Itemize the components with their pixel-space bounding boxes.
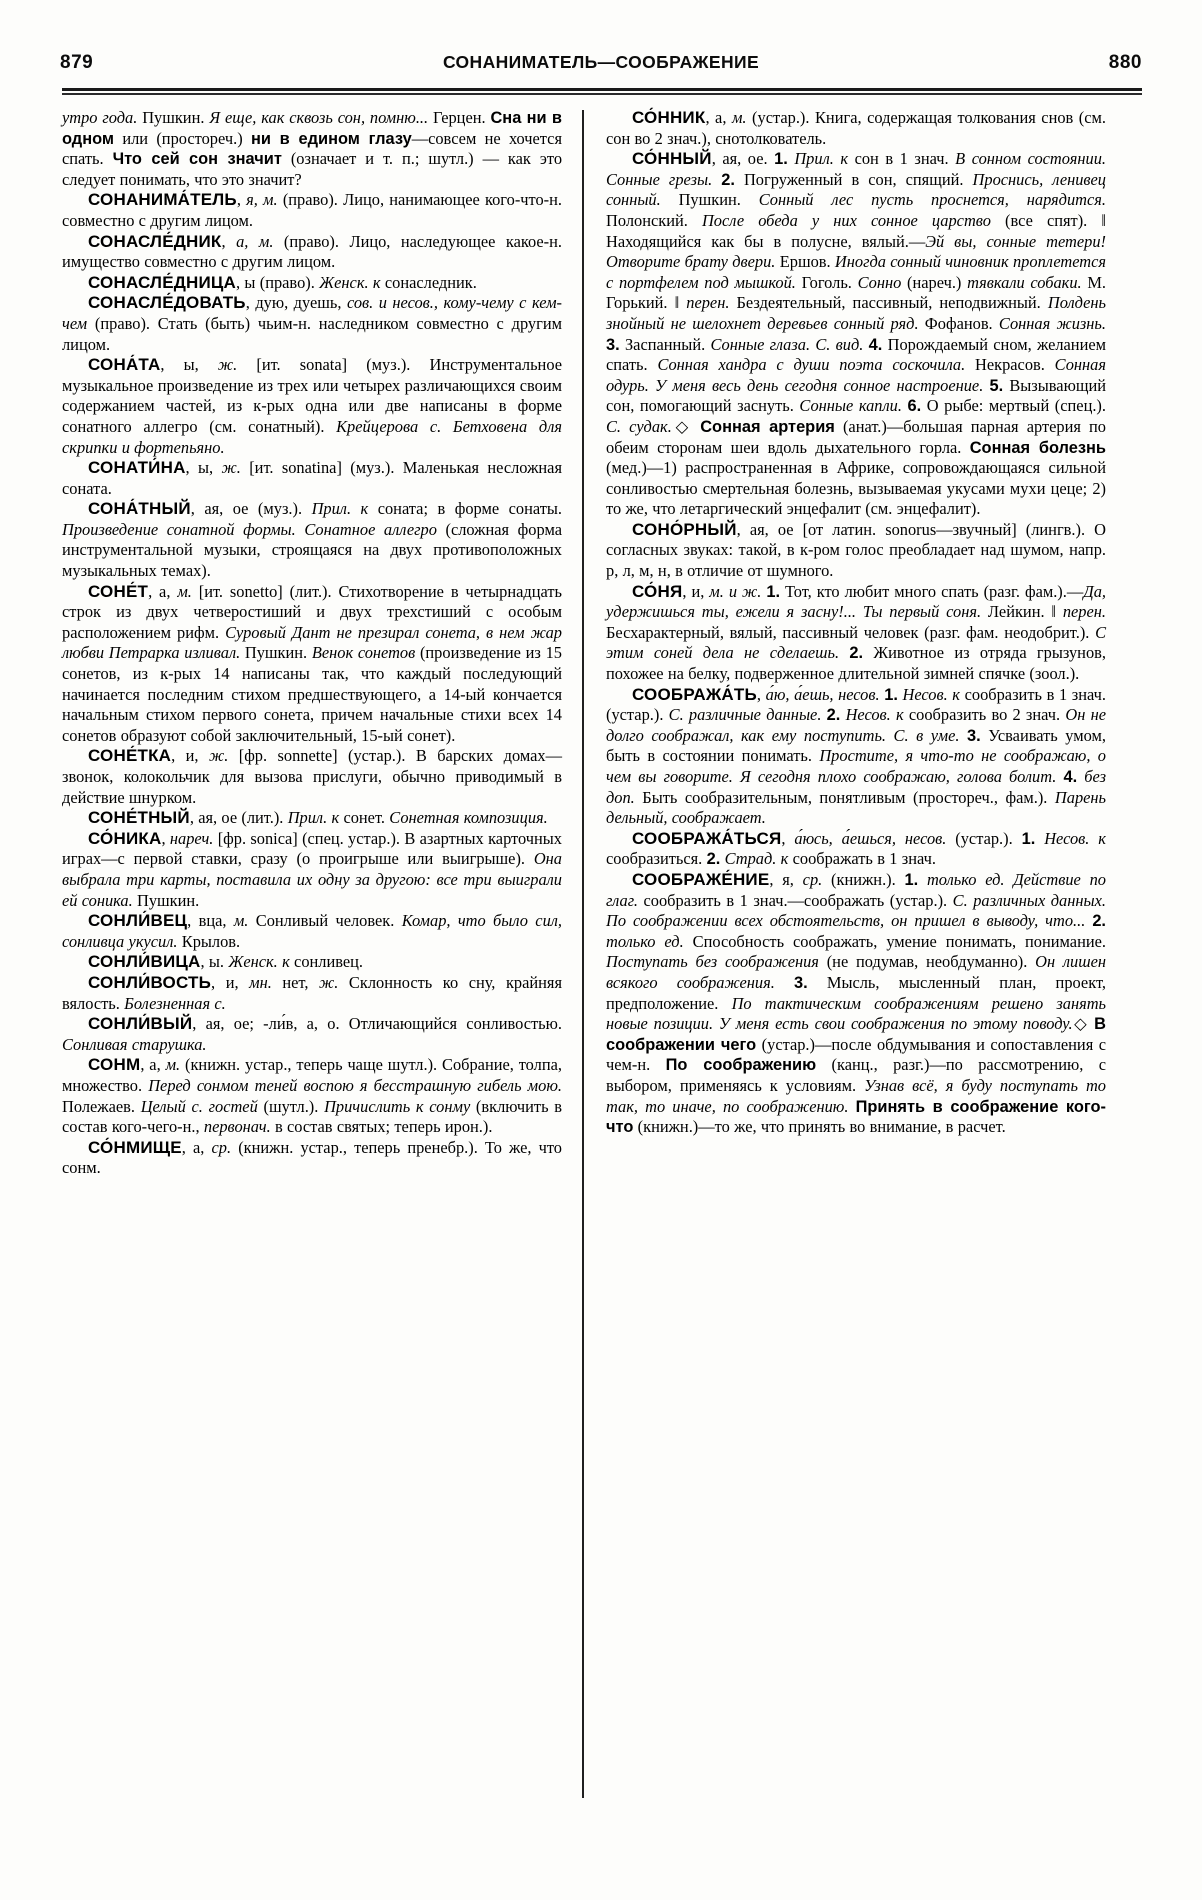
entry-segment: или (простореч.): [114, 128, 251, 148]
entry-segment: Способность соображать, умение понимать, понимание.: [683, 931, 1106, 951]
entry-segment: [1035, 829, 1044, 848]
entry-segment: мн.: [249, 972, 272, 992]
dictionary-entry: [606, 870, 1106, 1138]
entry-segment: Ершов.: [775, 252, 835, 272]
entry-headword: СО́НИКА: [88, 828, 162, 848]
entry-segment: , ая, ое (муз.).: [190, 499, 312, 519]
entry-segment: ,: [756, 684, 766, 704]
entry-segment: 2.: [826, 706, 841, 725]
entry-segment: 1.: [884, 685, 898, 704]
entry-segment: , ы,: [185, 458, 222, 478]
dictionary-entry: [62, 746, 562, 808]
entry-segment: (анат.)—большая парная артерия по обеим сторонам шеи вдоль дыхательного горла.: [606, 416, 1106, 457]
entry-segment: Быть сообразительным, понятливым (простореч., фам.).: [634, 787, 1055, 807]
entry-segment: м.: [233, 911, 249, 931]
entry-segment: , ы (право).: [236, 272, 320, 292]
entry-segment: 5.: [989, 376, 1004, 395]
entry-segment: Он не долго соображал, как ему поступить. С. в уме.: [606, 705, 1106, 745]
dictionary-entry: [606, 520, 1106, 582]
entry-segment: Сонная одурь. У меня весь день сегодня сонное настроение.: [606, 355, 1106, 395]
entry-segment: Сонливый человек.: [248, 911, 402, 931]
entry-headword: СОНЕ́Т: [88, 581, 149, 601]
entry-segment: Я еще, как сквозь сон, помню...: [209, 108, 429, 127]
entry-headword: СООБРАЖА́ТЬСЯ: [632, 828, 782, 848]
entry-segment: (означает и т. п.; шутл.) — как это следует понимать, что это значит?: [62, 149, 563, 189]
entry-segment: (книжн. устар., теперь пренебр.). То же, что сонм.: [62, 1137, 562, 1178]
entry-segment: , я,: [769, 869, 803, 889]
entry-segment: ,: [781, 828, 795, 848]
running-head: [60, 52, 1142, 80]
entry-segment: Полдень знойный не шелохнет деревьев сонный ряд.: [606, 293, 1106, 333]
dictionary-entry: [62, 355, 562, 458]
entry-segment: ж.: [217, 355, 238, 375]
entry-segment: 2.: [706, 850, 721, 869]
entry-segment: , а,: [140, 1055, 166, 1075]
entry-segment: Лейкин. ‖: [981, 602, 1063, 622]
entry-segment: сообразиться.: [606, 849, 707, 869]
entry-segment: Склонность ко сну, крайняя вялость.: [62, 972, 562, 1013]
entry-segment: м.: [731, 108, 747, 127]
entry-segment: Животное из отряда грызунов, похожее на белку, подверженное длительной зимней спячке (зоол.).: [606, 643, 1106, 684]
entry-segment: соображать в 1 знач.: [788, 849, 936, 869]
entry-segment: сонливец.: [289, 952, 364, 972]
entry-segment: [848, 1097, 855, 1116]
entry-segment: (книжн.).: [822, 869, 905, 889]
entry-segment: , ая, ое [от латин. sonorus—звучный] (лингв.). О согласных звуках: такой, в к-ром голос преобладает над шумом, напр. р, л, м, н, в отличие от шумного.: [606, 519, 1106, 581]
entry-segment: Герцен.: [428, 108, 491, 127]
entry-segment: сообразить в 1 знач. (устар.).: [606, 684, 1106, 725]
entry-segment: [фр. sonnette] (устар.). В барских домах—звонок, колокольчик для вызова прислуги, обычно приводимый в действие шнурком.: [62, 746, 562, 807]
entry-segment: Что сей сон значит: [112, 150, 282, 169]
entry-headword: СОНАСЛЕ́ДНИК: [88, 231, 222, 251]
entry-segment: (право). Стать (быть) чьим-н. наследником совместно с другим лицом.: [62, 313, 562, 354]
entry-segment: нареч.: [169, 828, 214, 848]
entry-segment: В соображении чего: [606, 1015, 1106, 1054]
entry-segment: 1.: [904, 870, 919, 889]
entry-segment: [712, 170, 721, 189]
entry-segment: (нареч.): [901, 272, 968, 292]
dictionary-entry: [62, 808, 562, 829]
entry-segment: а, м.: [236, 231, 274, 251]
entry-segment: Крылов.: [177, 931, 241, 951]
dictionary-entry: [62, 499, 562, 581]
running-head-title: СОНАНИМАТЕЛЬ—СООБРАЖЕНИЕ: [442, 52, 760, 72]
entry-segment: ср.: [211, 1137, 232, 1157]
entry-segment: Женск. к: [319, 272, 381, 292]
entry-segment: (включить в состав кого-чего-н.,: [62, 1096, 562, 1137]
entry-segment: в состав святых; теперь ирон.).: [270, 1117, 493, 1137]
entry-segment: ни в едином глазу: [250, 129, 412, 148]
entry-segment: , ы.: [200, 952, 229, 972]
entry-segment: Комар, что было сил, сонливца укусил.: [62, 911, 563, 951]
entry-segment: (устар.)—после обдумывания и сопоставления с чем-н.: [606, 1034, 1106, 1075]
entry-segment: ◇: [1072, 1014, 1095, 1034]
dictionary-entry: [62, 190, 562, 231]
entry-headword: СОНЕ́ТКА: [88, 746, 172, 766]
entry-segment: а́юсь, а́ешься, несов.: [794, 828, 947, 848]
entry-segment: Она выбрала три карты, поставила их одну за другою: все три выиграли ей соника.: [62, 849, 562, 910]
entry-segment: , ая, ое; -ли́в, а, о. Отличающийся сонливостью.: [192, 1014, 562, 1034]
entry-segment: Женск. к: [228, 952, 290, 972]
entry-segment: —совсем не хочется спать.: [62, 128, 562, 169]
dictionary-entry: [62, 952, 562, 973]
entry-segment: Усваивать умом, быть в состоянии понимать.: [606, 725, 1106, 766]
entry-segment: Сонные капли.: [799, 396, 902, 416]
entry-segment: Сонная артерия: [700, 417, 835, 436]
entry-segment: Пушкин.: [132, 890, 200, 910]
entry-headword: СОНАНИМА́ТЕЛЬ: [88, 190, 237, 210]
dictionary-entry: [62, 973, 562, 1014]
entry-segment: С. различных данных. По соображении всех обстоятельств, он пришел в выводу, что...: [606, 890, 1106, 931]
entry-segment: Фофанов.: [918, 313, 999, 333]
entry-segment: (произведение из 15 сонетов, из к-рых 14 написаны так, что каждый последующий начинается последним стихом предшествующего, а 14-ый кончается начальным стихом первого сонета, причем начальные стихи всех 14 сонетов образуют собой заключительный, 15-ый сонет).: [62, 643, 562, 745]
entry-segment: (устар.). Книга, содержащая толкования снов (см. сон во 2 знач.), снотолкователь.: [606, 108, 1106, 148]
entry-segment: Несов. к: [1044, 828, 1106, 848]
entry-segment: я, м.: [246, 190, 278, 210]
entry-segment: , ы,: [160, 355, 218, 375]
entry-segment: , а,: [181, 1137, 212, 1157]
entry-headword: СОНМ: [88, 1055, 141, 1075]
entry-segment: Простите, я что-то не соображаю, о чем вы говорите. Я сегодня плохо соображаю, голова болит.: [606, 746, 1106, 786]
entry-segment: , и,: [682, 581, 710, 601]
entry-segment: Парень дельный, соображает.: [606, 787, 1106, 828]
entry-segment: ,: [236, 190, 247, 210]
entry-headword: СО́НЯ: [632, 581, 683, 601]
entry-segment: Крейцерова с. Бетховена для скрипки и фортепьяно.: [62, 416, 562, 457]
entry-headword: СОНО́РНЫЙ: [632, 519, 737, 539]
entry-segment: (книжн.)—то же, что принять во внимание, в расчет.: [633, 1117, 1006, 1137]
entry-segment: (книжн. устар., теперь чаще шутл.). Собрание, толпа, множество.: [62, 1055, 562, 1095]
entry-segment: Сонный лес пусть проснется, нарядится.: [758, 190, 1106, 210]
entry-segment: (сложная форма инструментальной музыки, строящаяся на двух противоположных музыкальных темах).: [62, 519, 562, 581]
dictionary-entry: [606, 685, 1106, 829]
entry-segment: Заспанный.: [619, 334, 711, 354]
entry-segment: ср.: [802, 869, 823, 889]
entry-headword: СОНЛИ́ВЫЙ: [88, 1014, 193, 1034]
entry-segment: О рыбе: мертвый (спец.).: [921, 396, 1106, 416]
entry-segment: 3.: [967, 726, 981, 745]
entry-segment: 6.: [907, 397, 922, 416]
entry-segment: Гоголь.: [795, 272, 858, 292]
entry-headword: СО́ННЫЙ: [632, 149, 712, 169]
entry-segment: Сонливая старушка.: [62, 1034, 207, 1054]
entry-headword: СО́ННИК: [632, 108, 706, 127]
entry-segment: , и,: [211, 972, 250, 992]
entry-headword: СОНЛИ́ВОСТЬ: [88, 972, 212, 992]
entry-segment: без доп.: [606, 767, 1106, 807]
entry-segment: [ит. sonetto] (лит.). Стихотворение в четырнадцать строк из двух четверостиший и двух трехстиший с особым расположением рифм.: [62, 581, 562, 642]
entry-segment: а́ю, а́ешь, несов.: [765, 684, 880, 704]
entry-headword: СОНА́ТНЫЙ: [88, 499, 191, 519]
entry-segment: По соображению: [665, 1056, 817, 1075]
column-container: [62, 108, 1142, 1848]
dictionary-entry: [62, 1055, 562, 1137]
entry-segment: Сонная хандра с души поэта соскочила.: [657, 355, 966, 375]
entry-segment: Сна ни в одном: [62, 109, 562, 148]
entry-segment: После обеда у них сонное царство: [701, 210, 991, 230]
entry-segment: (право). Лицо, наследующее какое-н. имущество совместно с другим лицом.: [62, 231, 562, 272]
entry-segment: [839, 643, 849, 662]
dictionary-entry: [62, 911, 562, 952]
entry-headword: СОНЛИ́ВИЦА: [88, 952, 201, 972]
entry-segment: , ая, ое (лит.).: [189, 808, 288, 828]
page-number-right: 880: [1108, 52, 1142, 73]
entry-segment: , ая, ое.: [711, 149, 775, 169]
entry-segment: Некрасов.: [965, 355, 1055, 375]
entry-segment: , дую, дуешь,: [245, 293, 347, 313]
header-rule-secondary: [62, 93, 1142, 95]
entry-headword: СОНАСЛЕ́ДОВАТЬ: [88, 293, 246, 313]
entry-segment: Болезненная с.: [124, 993, 226, 1013]
entry-segment: Сонно: [857, 272, 902, 292]
entry-segment: 3.: [606, 335, 620, 354]
entry-segment: Принять в соображение кого-что: [606, 1097, 1106, 1137]
entry-segment: перен.: [686, 293, 730, 313]
entry-segment: Прил. к: [287, 808, 340, 828]
dictionary-entry: [62, 458, 562, 499]
entry-segment: 1.: [766, 582, 780, 601]
entry-segment: 4.: [1063, 768, 1078, 786]
entry-segment: утро года.: [62, 108, 138, 127]
entry-segment: сонаследник.: [380, 272, 477, 292]
entry-segment: Несов. к: [845, 705, 904, 725]
dictionary-entry: [606, 829, 1106, 870]
entry-segment: ж.: [319, 972, 339, 992]
left-column: [62, 108, 582, 1848]
entry-segment: , а,: [705, 108, 732, 127]
entry-segment: 1.: [774, 150, 788, 169]
dictionary-entry: [606, 149, 1106, 520]
entry-segment: тявкали собаки.: [967, 272, 1082, 292]
entry-segment: 3.: [794, 973, 808, 992]
dictionary-entry: [62, 829, 562, 911]
entry-segment: 1.: [1021, 829, 1036, 848]
entry-segment: [ит. sonata] (муз.). Инструментальное музыкальное произведение из трех или четырех различающихся своим содержанием частей, из к-рых одна или две написаны в форме сонатного аллегро (см. сонатный).: [62, 355, 562, 436]
entry-segment: только ед.: [606, 931, 684, 951]
entry-segment: первонач.: [203, 1117, 271, 1137]
entry-segment: (все спят). ‖ Находящийся как бы в полусне, вялый.—: [606, 210, 1106, 251]
entry-segment: Полежаев.: [62, 1096, 141, 1116]
entry-segment: Мысль, мысленный план, проект, предположение.: [606, 972, 1106, 1013]
entry-segment: Тот, кто любит много спать (разг. фам.).—: [780, 581, 1084, 601]
entry-segment: 4.: [868, 335, 883, 354]
entry-segment: В сонном состоянии. Сонные грезы.: [606, 149, 1106, 189]
entry-segment: М. Горький. ‖: [606, 272, 1106, 313]
entry-segment: (канц., разг.)—по рассмотрению, с выбором, применяясь к условиям.: [606, 1055, 1106, 1095]
entry-headword: СООБРАЖЕ́НИЕ: [632, 869, 770, 889]
entry-segment: Целый с. гостей: [140, 1096, 258, 1116]
entry-segment: Бесхарактерный, вялый, пассивный человек (разг. фам. неодобрит.).: [606, 622, 1096, 642]
entry-segment: По тактическим соображениям решено занять новые позиции. У меня есть свои соображения по этому поводу.: [606, 993, 1106, 1034]
dictionary-entry: [606, 582, 1106, 685]
entry-segment: м.: [177, 581, 192, 601]
dictionary-entry: [62, 1014, 562, 1055]
entry-segment: 2.: [721, 170, 735, 189]
entry-segment: Пушкин.: [240, 643, 312, 663]
entry-segment: Венок сонетов: [311, 643, 416, 663]
entry-segment: сов. и несов., кому-чему с кем-чем: [62, 293, 562, 333]
entry-segment: Сонетная композиция.: [389, 808, 548, 828]
entry-segment: Произведение сонатной формы. Сонатное аллегро: [62, 519, 437, 539]
entry-segment: ,: [161, 828, 170, 848]
entry-segment: Пушкин.: [660, 190, 759, 210]
entry-headword: СООБРАЖА́ТЬ: [632, 684, 757, 704]
entry-segment: [959, 726, 967, 745]
entry-segment: (право). Лицо, нанимающее кого-что-н. совместно с другим лицом.: [62, 190, 562, 230]
entry-headword: СО́НМИЩЕ: [88, 1137, 182, 1157]
entry-segment: Вызывающий сон, помогающий заснуть.: [606, 375, 1106, 416]
entry-segment: (устар.).: [946, 828, 1022, 848]
entry-segment: Сонная болезнь: [969, 438, 1106, 457]
entry-segment: Да, удержишься ты, ежели я засну!... Ты первый соня.: [606, 581, 1106, 622]
entry-segment: Перед сонмом теней воспою я бесстрашную гибель мою.: [148, 1075, 562, 1095]
entry-segment: [918, 870, 927, 889]
entry-segment: ж.: [208, 746, 229, 766]
entry-segment: м.: [165, 1055, 181, 1075]
entry-segment: С. различные данные.: [668, 705, 822, 725]
entry-segment: сон в 1 знач.: [848, 149, 956, 169]
dictionary-entry: [62, 1138, 562, 1179]
entry-segment: Эй вы, сонные тетери! Отворите брату двери.: [606, 231, 1106, 272]
entry-segment: нет,: [271, 972, 320, 992]
dictionary-entry: [62, 293, 562, 355]
entry-segment: только ед. Действие по глаг.: [606, 869, 1106, 910]
entry-segment: Порождаемый сном, желанием спать.: [606, 334, 1106, 375]
entry-segment: Бездеятельный, пассивный, неподвижный.: [729, 293, 1048, 313]
entry-segment: Проснись, ленивец сонный.: [606, 169, 1107, 210]
entry-headword: СОНЕ́ТНЫЙ: [88, 808, 190, 828]
entry-segment: 2.: [849, 644, 864, 663]
entry-headword: СОНАСЛЕ́ДНИЦА: [88, 272, 237, 292]
entry-segment: ,: [221, 231, 237, 251]
entry-headword: СОНАТИ́НА: [88, 458, 186, 478]
entry-segment: ◇: [671, 416, 701, 436]
entry-segment: Сонные глаза. С. вид.: [710, 334, 864, 354]
entry-segment: Прил. к: [794, 149, 849, 169]
entry-segment: С. судак.: [606, 416, 672, 436]
entry-headword: СОНЛИ́ВЕЦ: [88, 911, 188, 931]
dictionary-entry: [62, 582, 562, 747]
page-number-left: 879: [60, 52, 94, 73]
dictionary-entry: [62, 232, 562, 273]
right-column: [584, 108, 1106, 1848]
entry-segment: Он лишен всякого соображения.: [606, 952, 1107, 992]
entry-segment: Сонная жизнь.: [998, 313, 1106, 333]
entry-segment: сонет.: [339, 808, 390, 828]
entry-segment: соната; в форме сонаты.: [368, 499, 562, 519]
dictionary-entry: [606, 108, 1106, 149]
entry-segment: , вца,: [187, 911, 234, 931]
entry-segment: С этим соней дела не сделаешь.: [606, 622, 1106, 663]
entry-continuation: [62, 108, 562, 190]
entry-segment: Суровый Дант не презирал сонета, в нем жар любви Петрарка изливал.: [62, 622, 562, 663]
entry-segment: сообразить во 2 знач.: [903, 705, 1066, 725]
entry-segment: ж.: [221, 458, 241, 478]
entry-segment: Страд. к: [724, 849, 789, 869]
entry-segment: перен.: [1062, 602, 1106, 622]
entry-segment: Несов. к: [902, 684, 960, 704]
entry-segment: м. и ж.: [709, 581, 762, 601]
entry-segment: Иногда сонный чиновник проплетется с портфелем под мышкой.: [606, 252, 1107, 292]
entry-segment: (не подумав, необдуманно).: [818, 952, 1036, 972]
entry-segment: , и,: [171, 746, 209, 766]
entry-segment: Узнав всё, я буду поступать то так, то иначе, по соображению.: [606, 1075, 1106, 1116]
entry-segment: 2.: [1092, 912, 1106, 931]
entry-segment: , а,: [148, 581, 178, 601]
entry-segment: [775, 973, 794, 992]
entry-segment: [фр. sonica] (спец. устар.). В азартных карточных играх—с первой ставки, сразу (о проигрыше или выигрыше).: [62, 828, 562, 869]
entry-segment: Поступать без соображения: [606, 952, 819, 972]
entry-segment: [ит. sonatina] (муз.). Маленькая несложная соната.: [62, 458, 562, 498]
entry-segment: (мед.)—1) распространенная в Африке, сопровождающаяся сильной сонливостью смертельная болезнь, вызываемая укусами мухи цеце; 2) то же, что летаргический энцефалит (см. энцефалит).: [606, 458, 1106, 519]
entry-segment: Прил. к: [311, 499, 369, 519]
entry-segment: Пушкин.: [137, 108, 210, 127]
entry-segment: Причислить к сонму: [324, 1096, 471, 1116]
entry-segment: Погруженный в сон, спящий.: [734, 169, 973, 189]
entry-segment: (шутл.).: [257, 1096, 325, 1116]
entry-headword: СОНА́ТА: [88, 355, 161, 375]
entry-segment: сообразить в 1 знач.—соображать (устар.).: [638, 890, 953, 910]
header-rule: [62, 88, 1142, 91]
entry-segment: Полонский.: [606, 210, 702, 230]
dictionary-entry: [62, 273, 562, 294]
